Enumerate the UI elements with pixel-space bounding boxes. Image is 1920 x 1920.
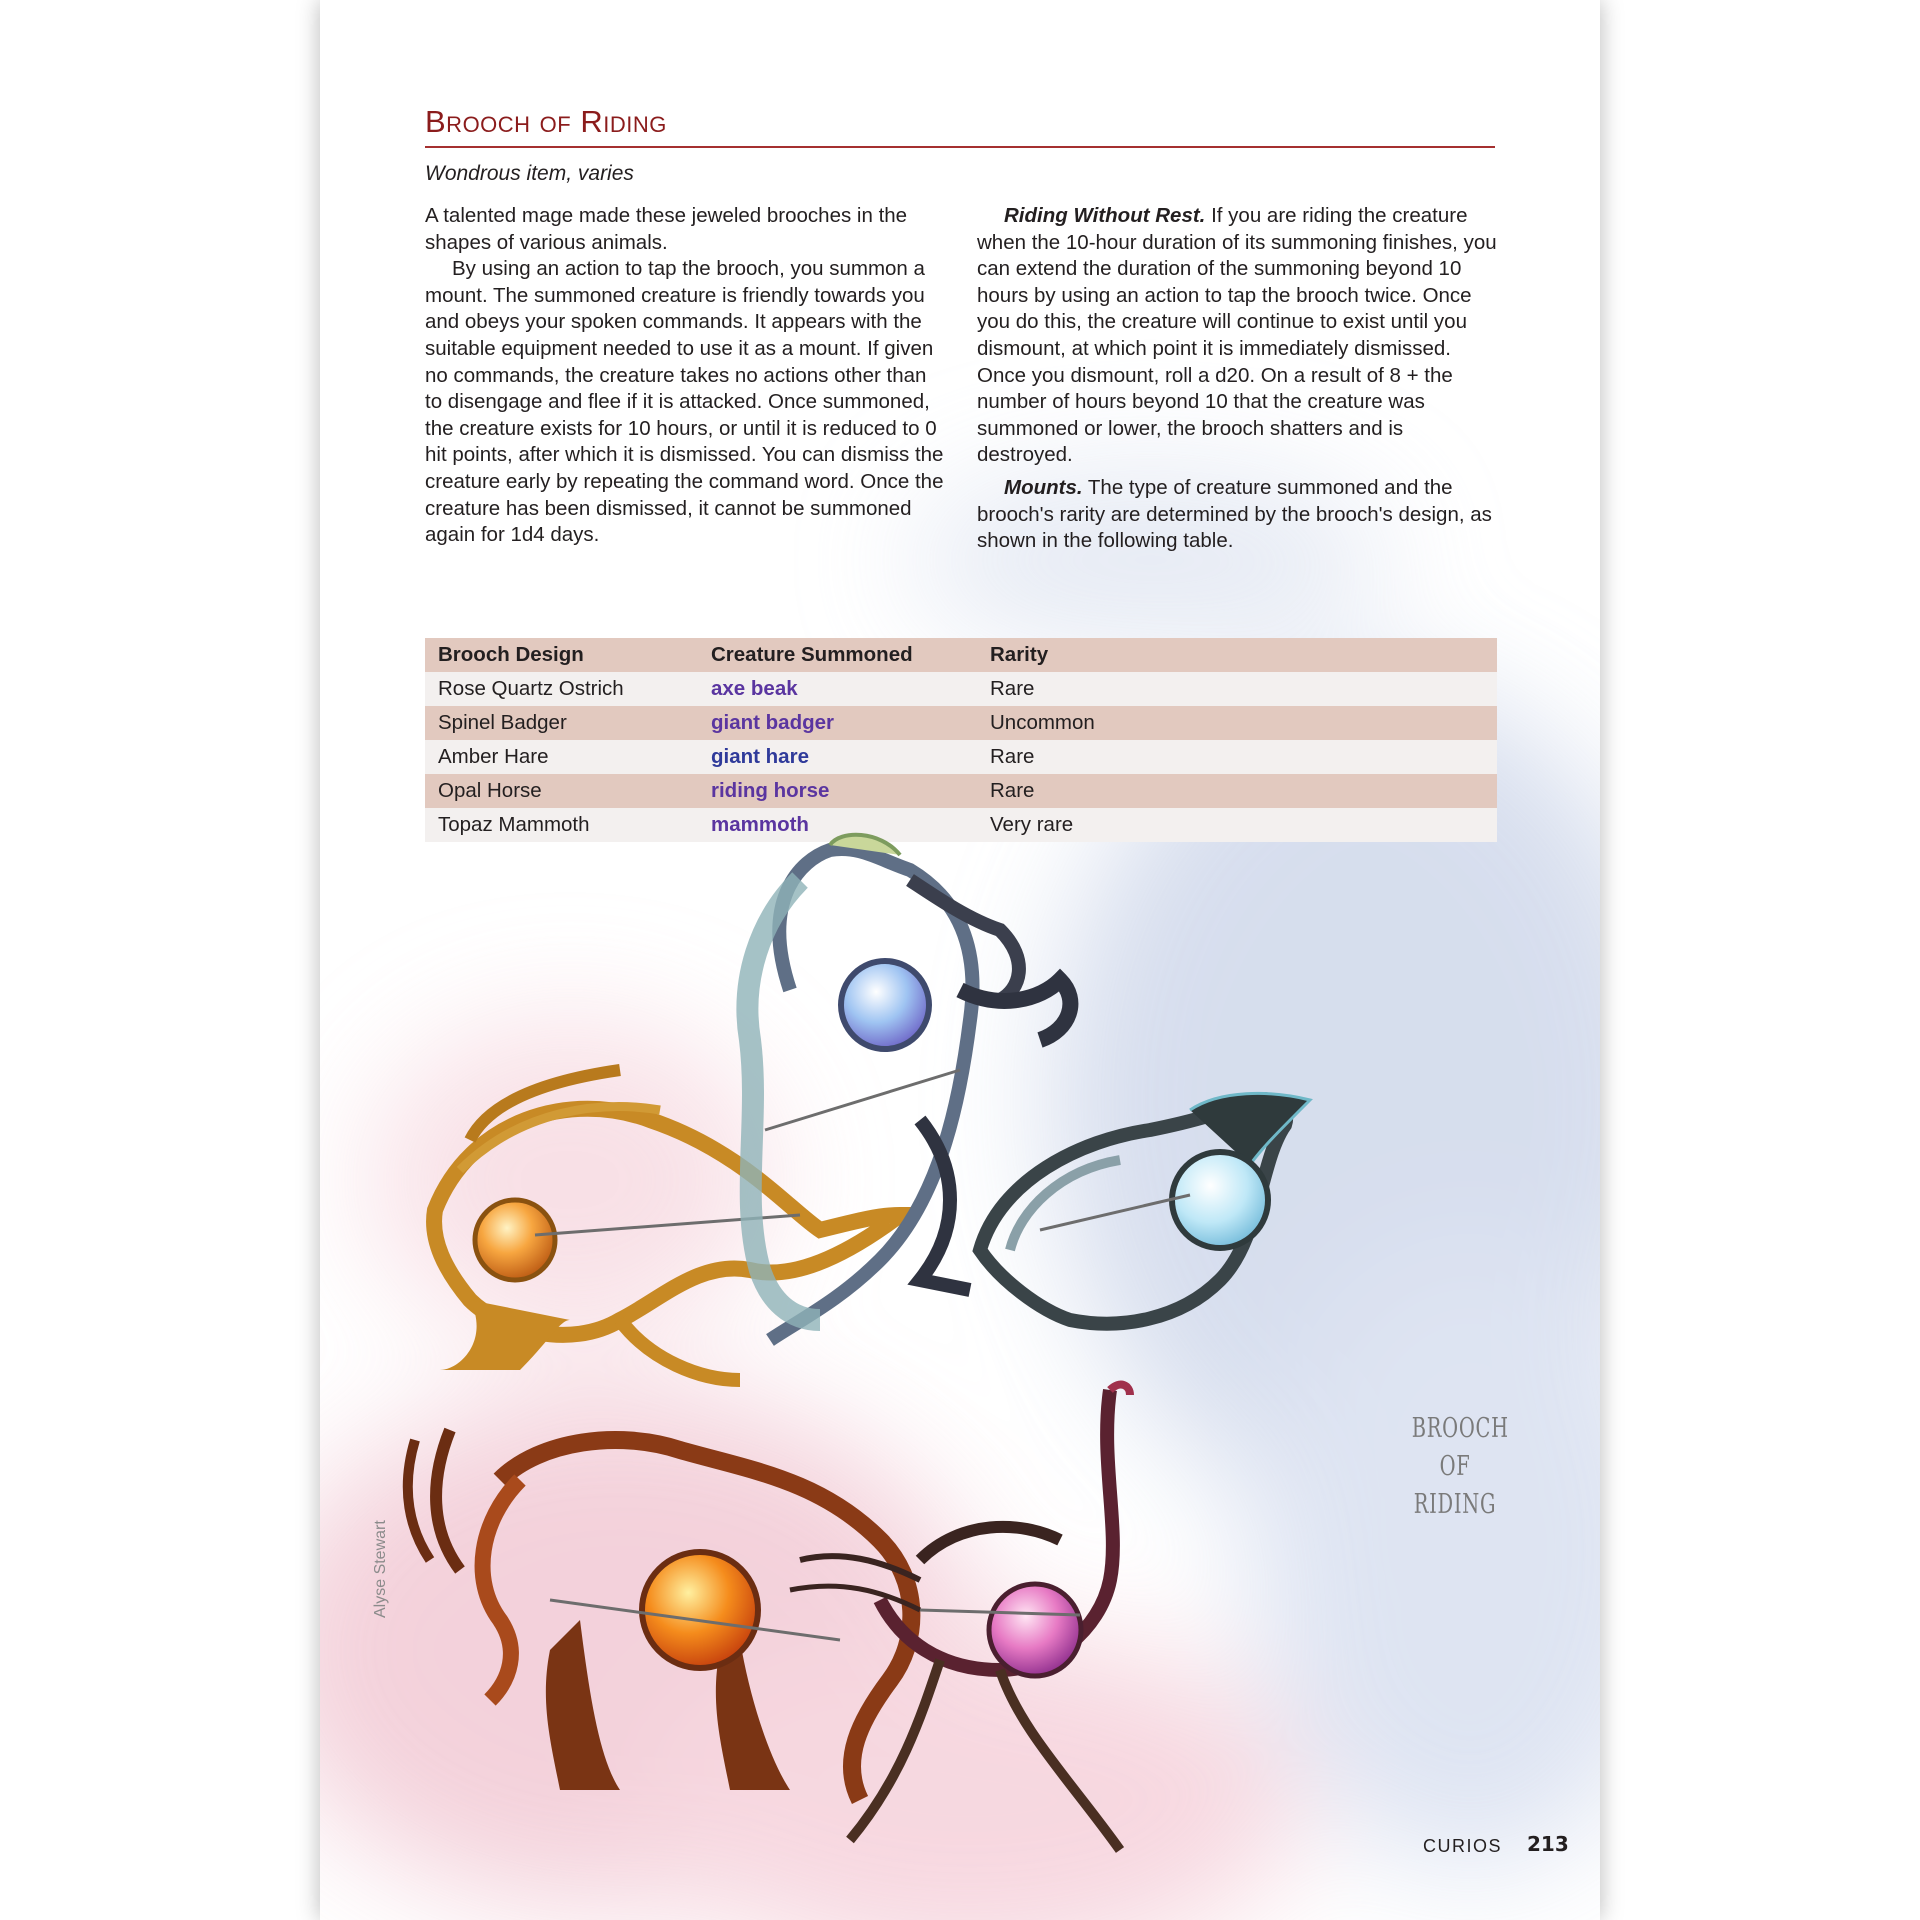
brooch-design-cell: Opal Horse [425,774,698,808]
summon-paragraph: By using an action to tap the brooch, you summon a mount. The summoned creature is friendly towards you and obeys your spoken commands. It appears with the suitable equipment needed to use it as a mount. If given no commands, the creature takes no actions other than to disengage and flee if it is attacked. Once summoned, the creature exists for 10 hours, or until it is reduced to 0 hit points, after which it is dismissed. You can dismiss the creature early by repeating the command word. Once the creature has been dismissed, it cannot be summoned again for 1d4 days. [425,257,944,547]
rarity-cell: Uncommon [977,706,1497,740]
rarity-cell: Rare [977,740,1497,774]
brooch-design-cell: Spinel Badger [425,706,698,740]
amber-hare-brooch [434,1070,900,1380]
item-title: Brooch of Riding [425,104,1495,148]
artist-credit: Alyse Stewart [372,1520,389,1618]
creature-link[interactable]: axe beak [698,672,977,706]
column-header: Brooch Design [425,638,698,672]
page-number: 213 [1527,1832,1569,1856]
mounts-heading: Mounts. [1004,475,1083,499]
footer-section-label: CURIOS [1423,1836,1503,1856]
item-subtitle: Wondrous item, varies [425,162,634,185]
rarity-cell: Very rare [977,808,1497,842]
mounts-text: The type of creature summoned and the brooch's rarity are determined by the brooch's design, as shown in the following table. [977,475,1492,553]
creature-link[interactable]: giant hare [698,740,977,774]
brooch-design-cell: Topaz Mammoth [425,808,698,842]
topaz-mammoth-brooch [408,1430,912,1800]
art-caption: BROOCH OF RIDING [1411,1413,1509,1520]
intro-paragraph: A talented mage made these jeweled brooches in the shapes of various animals. [425,204,908,254]
book-page [320,0,1600,1920]
rarity-cell: Rare [977,774,1497,808]
creature-link[interactable]: giant badger [698,706,977,740]
spinel-badger-brooch [980,1093,1310,1323]
rose-quartz-ostrich-brooch [790,1385,1130,1850]
creature-link[interactable]: mammoth [698,808,977,842]
brooch-illustration [320,0,1600,1920]
brooch-design-cell: Amber Hare [425,740,698,774]
column-header: Creature Summoned [698,638,977,672]
riding-without-rest-heading: Riding Without Rest. [1004,204,1206,227]
riding-without-rest-text: If you are riding the creature when the 10-hour duration of its summoning finishes, you can extend the duration of the summoning beyond 10 hours by using an action to tap the brooch twice. Once you do this, the creature will continue to exist until you dismount, at which point it is immediately dismissed. Once you dismount, roll a d20. On a result of 8 + the number of hours beyond 10 that the creature was summoned or lower, the brooch shatters and is destroyed. [977,204,1497,467]
rarity-cell: Rare [977,672,1497,706]
brooch-design-cell: Rose Quartz Ostrich [425,672,698,706]
creature-link[interactable]: riding horse [698,774,977,808]
column-header: Rarity [977,638,1497,672]
